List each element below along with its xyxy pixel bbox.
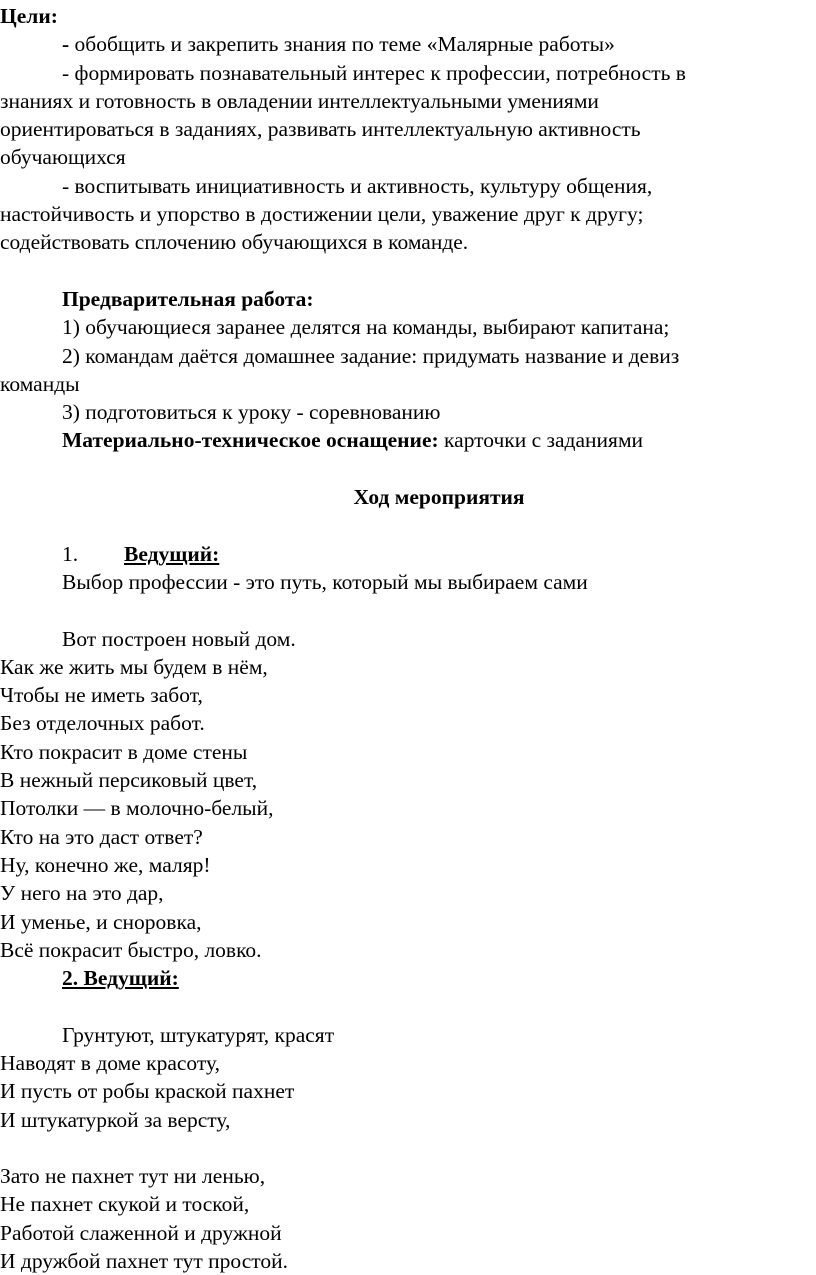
host-1-line: Выбор профессии - это путь, который мы выбираем сами — [62, 569, 588, 594]
goal-item-2-line-2: знаниях и готовность в овладении интеллектуальными умениями — [0, 88, 599, 113]
poem-1-line: Как же жить мы будем в нём, — [0, 654, 268, 679]
goals-heading: Цели: — [0, 4, 58, 28]
poem-1-line: У него на это дар, — [0, 881, 164, 906]
host-1-label: Ведущий: — [124, 541, 220, 566]
spacer — [0, 1134, 816, 1162]
goal-item-1 — [0, 30, 816, 58]
poem-1-line: Потолки — в молочно-белый, — [0, 796, 274, 821]
poem-2-line: Наводят в доме красоту, — [0, 1050, 220, 1075]
spacer — [0, 596, 816, 624]
poem-1-line: Вот построен новый дом. — [62, 626, 296, 651]
spacer — [0, 992, 816, 1020]
poem-3-line: И дружбой пахнет тут простой. — [0, 1249, 288, 1274]
prep-item-3: 3) подготовиться к уроку - соревнованию — [62, 400, 441, 425]
poem-1-line: Кто на это даст ответ? — [0, 824, 203, 849]
poem-1-line: Всё покрасит быстро, ловко. — [0, 937, 262, 962]
goal-item-1-text: обобщить и закрепить знания по теме «Малярные работы» — [74, 32, 615, 57]
goal-dash: - — [62, 32, 75, 57]
spacer — [0, 257, 816, 285]
event-title: Ход мероприятия — [353, 485, 525, 510]
goal-item-2-line-3: ориентироваться в заданиях, развивать интеллектуальную активность — [0, 117, 641, 142]
prep-item-1: 1) обучающиеся заранее делятся на команды, выбирают капитана; — [62, 315, 670, 340]
prep-item-2-line-2: команды — [0, 371, 80, 396]
spacer — [0, 511, 816, 539]
prep-item-2-line-1: 2) командам даётся домашнее задание: придумать название и девиз — [62, 343, 680, 368]
poem-1-line: Без отделочных работ. — [0, 711, 205, 736]
poem-3-line: Не пахнет скукой и тоской, — [0, 1192, 250, 1217]
poem-3-line: Зато не пахнет тут ни ленью, — [0, 1164, 266, 1189]
poem-1-line: Ну, конечно же, маляр! — [0, 852, 211, 877]
poem-1-line: Чтобы не иметь забот, — [0, 683, 203, 708]
host-1-heading — [0, 540, 816, 568]
poem-1-line: Кто покрасит в доме стены — [0, 739, 248, 764]
equipment-label: Материально-техническое оснащение: — [62, 428, 439, 453]
poem-2-line: И пусть от робы краской пахнет — [0, 1079, 295, 1104]
goal-item-2-line-4: обучающихся — [0, 145, 126, 170]
goal-item-3-line-2: настойчивость и упорство в достижении цели, уважение друг к другу; — [0, 202, 644, 227]
goal-item-3-line-3: содействовать сплочению обучающихся в команде. — [0, 230, 469, 255]
host-2-heading: 2. Ведущий: — [62, 966, 179, 991]
goal-item-3-line-1: - воспитывать инициативность и активность, культуру общения, — [62, 173, 653, 198]
equipment-line — [0, 426, 816, 454]
poem-3-line: Работой слаженной и дружной — [0, 1220, 282, 1245]
poem-2-line: И штукатуркой за версту, — [0, 1107, 231, 1132]
poem-1-line: В нежный персиковый цвет, — [0, 768, 258, 793]
host-1-number: 1. — [62, 541, 79, 566]
poem-1-line: И уменье, и сноровка, — [0, 909, 202, 934]
spacer — [0, 455, 816, 483]
poem-2-line: Грунтуют, штукатурят, красят — [62, 1022, 335, 1047]
goal-item-2-line-1: - формировать познавательный интерес к профессии, потребность в — [62, 60, 686, 85]
equipment-value: карточки с заданиями — [438, 428, 644, 453]
prep-heading: Предварительная работа: — [62, 286, 314, 311]
